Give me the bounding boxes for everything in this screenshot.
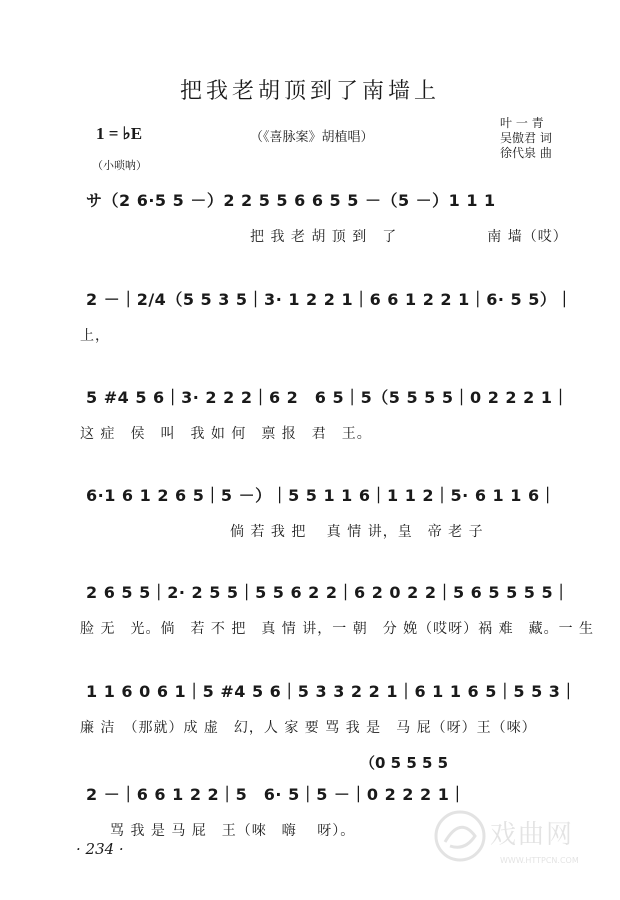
watermark [430,806,610,886]
notation-line: 2 －｜2/4（5 5 3 5｜3· 1 2 2 1｜6 6 1 2 2 1｜6· 5 5）｜ [86,290,573,309]
upper-voice-notation: （0 5 5 5 5 [360,754,449,772]
notation-line: 6·1 6 1 2 6 5｜5 －）｜5 5 1 1 6｜1 1 2｜5· 6 1 1 6｜ [86,486,557,505]
lyrics-line: 这 症 侯 叫 我 如 何 禀 报 君 王。 [80,426,372,442]
notation-line: 2 6 5 5｜2· 2 5 5｜5 5 6 2 2｜6 2 0 2 2｜5 6 5 5 5 5｜ [86,583,570,602]
watermark-logo-icon [430,806,490,866]
notation-line: 2 －｜6 6 1 2 2｜5 6· 5｜5 －｜0 2 2 2 1｜ [86,785,466,804]
lyrics-line: 倘 若 我 把 真 情 讲，皇 帝 老 子 [80,524,484,540]
lyrics-line: 脸 无 光。倘 若 不 把 真 情 讲，一 朝 分 娩（哎呀）祸 难 藏。一 生 [80,621,595,637]
watermark-url: WWW.HTTPCN.COM [500,856,579,865]
score-line-5 [0,580,620,650]
lyrics-line: 把 我 老 胡 顶 到 了 南 墙（哎） [250,229,568,245]
notation-line: 5 #4 5 6｜3· 2 2 2｜6 2 6 5｜5（5 5 5 5｜0 2 2 2 1｜ [86,388,569,407]
credit-lyricist-2: 吴傲君 词 [500,131,552,145]
score-line-2 [0,287,620,357]
credits [500,116,552,161]
score-line-1 [0,188,620,258]
score-line-4 [0,483,620,553]
watermark-text: 戏曲网 [490,820,575,850]
credit-composer: 徐代泉 曲 [500,146,552,160]
page-title: 把我老胡顶到了南墙上 [179,79,440,104]
key-signature: 1 = ♭E [96,124,143,143]
instrument-label: （小唢呐） [92,159,147,172]
lyrics-line: 上， [80,328,110,344]
lyrics-line: 廉 洁 （那就）成 虚 幻，人 家 要 骂 我 是 马 屁（呀）王（唻） [80,720,537,736]
credit-lyricist-1: 叶 一 青 [500,116,544,130]
lyrics-line: 骂 我 是 马 屁 王（唻 嗨 呀）。 [80,823,356,839]
notation-line: サ（2 6·5 5 －）2 2 5 5 6 6 5 5 －（5 －）1 1 1 [86,191,496,210]
subtitle: （《喜脉案》胡植唱） [250,130,374,145]
score-line-3 [0,385,620,455]
score-line-6 [0,679,620,749]
notation-line: 1 1 6 0 6 1｜5 #4 5 6｜5 3 3 2 2 1｜6 1 1 6 5｜5 5 3｜ [86,682,577,701]
page-number: · 234 · [76,840,124,858]
